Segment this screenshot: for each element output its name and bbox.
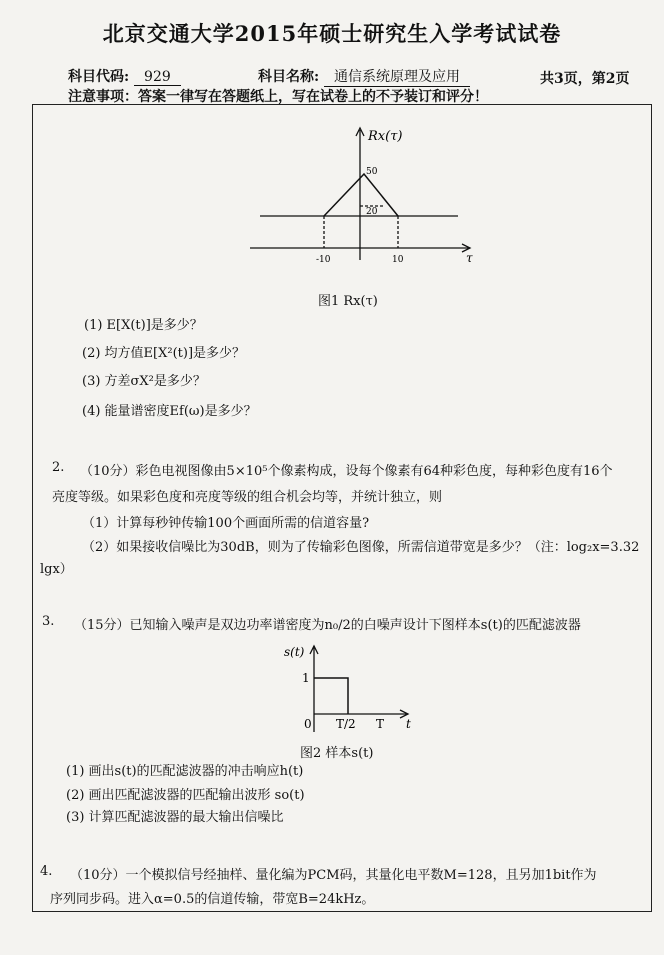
- q2-sub2: （2）如果接收信噪比为30dB，则为了传输彩色图像，所需信道带宽是多少？（注：log₂x=3.32: [82, 540, 640, 555]
- figure2-origin-label: 0: [304, 717, 312, 731]
- q4-line1: （10分）一个模拟信号经抽样、量化编为PCM码，其量化电平数M=128，且另加1bit作为: [70, 868, 597, 883]
- figure2-ylabel: s(t): [284, 645, 305, 659]
- figure1-triangle: [324, 174, 398, 216]
- q4-line2: 序列同步码。进入α=0.5的信道传输，带宽B=24kHz。: [50, 892, 375, 907]
- page-info: 共3页，第2页: [540, 71, 630, 87]
- subject-code-label: 科目代码:: [68, 69, 130, 85]
- subject-name-label: 科目名称:: [258, 69, 320, 85]
- q3-number: 3.: [42, 614, 55, 629]
- figure2-level-label: 1: [302, 671, 310, 685]
- q2-number: 2.: [52, 460, 65, 475]
- figure2-tick-half: T/2: [336, 717, 356, 731]
- q2-sub1: （1）计算每秒钟传输100个画面所需的信道容量?: [82, 516, 370, 531]
- figure2-pulse: [314, 678, 348, 714]
- q3-item-2: (2) 画出匹配滤波器的匹配输出波形 so(t): [66, 788, 305, 803]
- figure2-xlabel: t: [406, 717, 411, 731]
- figure1-tick-right: 10: [392, 255, 404, 265]
- q2-sub2-cont: lgx）: [40, 562, 73, 577]
- notice: 注意事项：答案一律写在答题纸上，写在试卷上的不予装订和评分！: [68, 89, 488, 105]
- figure2-caption: 图2 样本s(t): [300, 746, 374, 761]
- figure2-plot: [280, 640, 430, 740]
- q3-item-1: (1) 画出s(t)的匹配滤波器的冲击响应h(t): [66, 764, 304, 779]
- figure1-floor-label: 20: [366, 207, 378, 217]
- q4-number: 4.: [40, 864, 53, 879]
- q3-item-3: (3) 计算匹配滤波器的最大输出信噪比: [66, 810, 284, 825]
- q1-item-2: (2) 均方值E[X²(t)]是多少？: [82, 346, 246, 361]
- q1-item-4: (4) 能量谱密度Ef(ω)是多少？: [82, 404, 257, 419]
- figure1-peak-label: 50: [366, 167, 378, 177]
- figure1-caption: 图1 Rx(τ): [318, 294, 378, 309]
- q3-line1: （15分）已知输入噪声是双边功率谱密度为n₀/2的白噪声设计下图样本s(t)的匹配滤波器: [74, 618, 581, 633]
- figure1-tick-left: -10: [316, 255, 331, 265]
- subject-code: [68, 66, 181, 86]
- figure1-ylabel: Rx(τ): [368, 129, 403, 144]
- subject-name: [258, 66, 470, 87]
- figure2-tick-full: T: [376, 717, 385, 731]
- figure1-plot: [240, 120, 480, 270]
- q1-item-1: (1) E[X(t)]是多少？: [84, 318, 203, 333]
- q2-line1: （10分）彩色电视图像由5×10⁵个像素构成，设每个像素有64种彩色度，每种彩色度有16个: [80, 464, 613, 479]
- figure1-xlabel: τ: [466, 251, 473, 265]
- subject-code-value: 929: [134, 69, 181, 86]
- exam-title: 北京交通大学2015年硕士研究生入学考试试卷: [102, 21, 562, 46]
- q1-item-3: (3) 方差σX²是多少？: [82, 374, 206, 389]
- subject-name-value: 通信系统原理及应用: [324, 66, 470, 87]
- q2-line2: 亮度等级。如果彩色度和亮度等级的组合机会均等，并统计独立，则: [52, 490, 443, 505]
